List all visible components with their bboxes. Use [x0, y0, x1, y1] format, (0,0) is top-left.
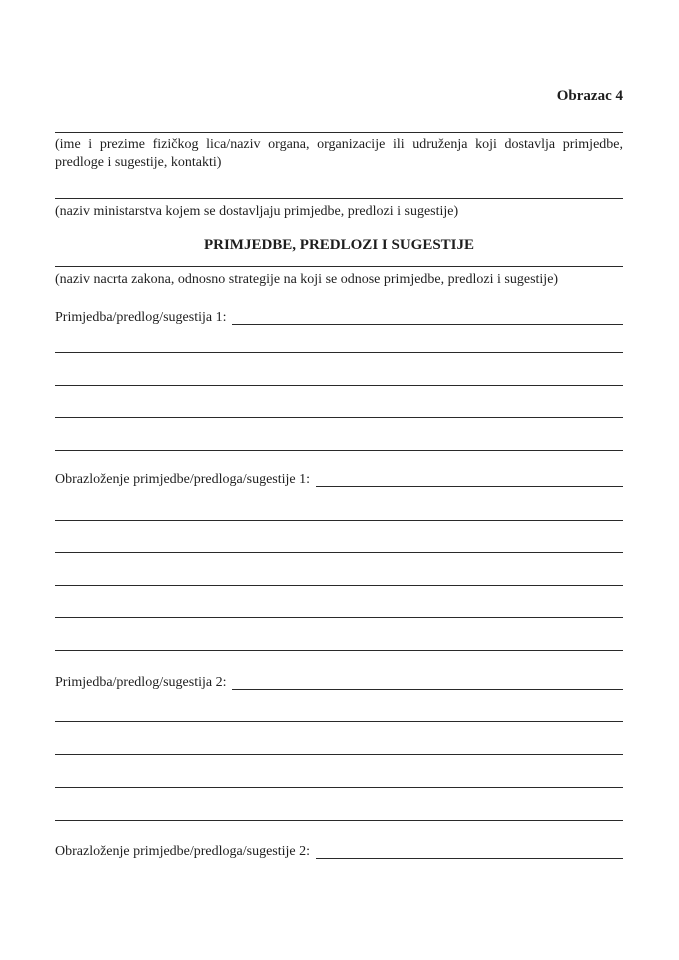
field-comment-1	[55, 309, 623, 327]
answer-line	[55, 520, 623, 521]
ministry-fill-line	[55, 198, 623, 199]
answer-line	[55, 650, 623, 651]
answer-line	[55, 617, 623, 618]
field-comment-1-label: Primjedba/predlog/sugestija 1:	[55, 310, 227, 325]
answer-line	[55, 787, 623, 788]
answer-line	[55, 450, 623, 451]
form-number: Obrazac 4	[556, 88, 623, 104]
answer-line	[55, 385, 623, 386]
submitter-fill-line	[55, 132, 623, 133]
subject-caption: (naziv nacrta zakona, odnosno strategije na koji se odnose primjedbe, predlozi i sugestije)	[55, 272, 559, 287]
field-comment-2-fill-line	[232, 674, 623, 690]
field-explanation-1-label: Obrazloženje primjedbe/predloga/sugestije 1:	[55, 472, 311, 487]
field-explanation-2-label: Obrazloženje primjedbe/predloga/sugestije 2:	[55, 844, 311, 859]
answer-line	[55, 820, 623, 821]
ministry-caption: (naziv ministarstva kojem se dostavljaju primjedbe, predlozi i sugestije)	[55, 204, 459, 219]
answer-line	[55, 417, 623, 418]
field-comment-2	[55, 674, 623, 692]
field-explanation-1	[55, 471, 623, 489]
answer-line	[55, 754, 623, 755]
submitter-caption: (ime i prezime fizičkog lica/naziv organa, organizacije ili udruženja koji dostavlja primjedbe, predloge i sugestije, kontakti)	[55, 137, 623, 170]
field-comment-1-fill-line	[232, 309, 623, 325]
answer-line	[55, 721, 623, 722]
answer-line	[55, 585, 623, 586]
field-comment-2-label: Primjedba/predlog/sugestija 2:	[55, 675, 227, 690]
answer-line	[55, 552, 623, 553]
answer-line	[55, 352, 623, 353]
subject-fill-line	[55, 266, 623, 267]
field-explanation-2	[55, 843, 623, 861]
field-explanation-1-fill-line	[316, 471, 623, 487]
field-explanation-2-fill-line	[316, 843, 623, 859]
document-title: PRIMJEDBE, PREDLOZI I SUGESTIJE	[203, 237, 475, 253]
